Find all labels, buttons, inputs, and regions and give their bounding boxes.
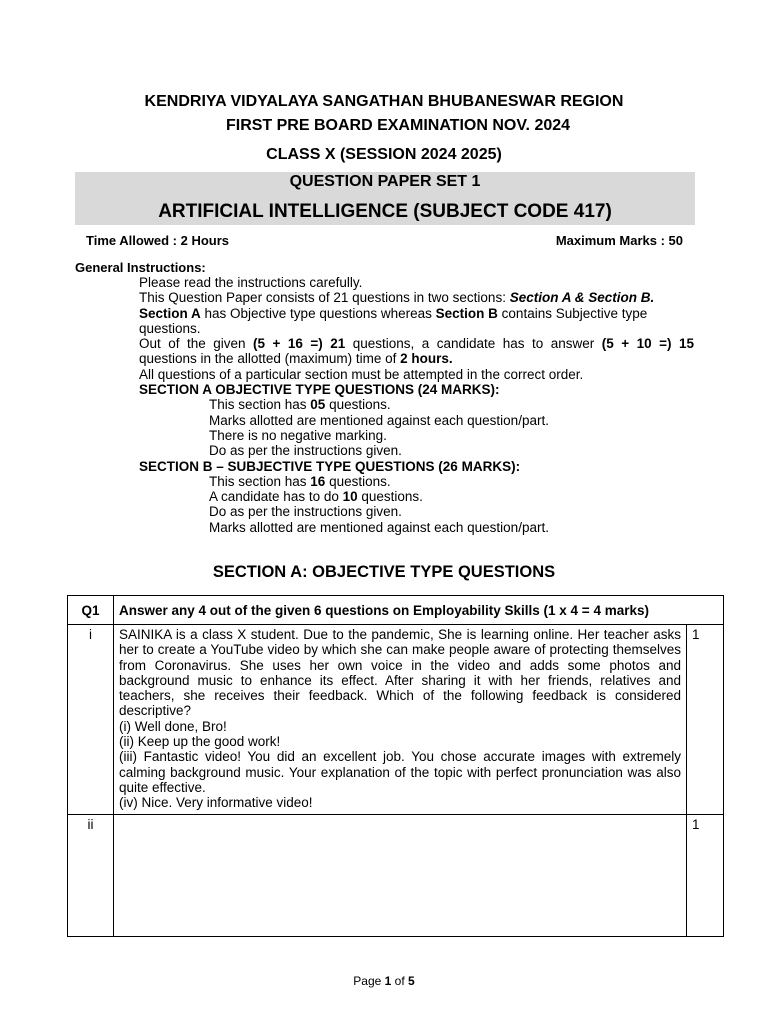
section-a-instructions-heading: SECTION A OBJECTIVE TYPE QUESTIONS (24 MARKS):: [139, 382, 500, 398]
option: (iv) Nice. Very informative video!: [118, 795, 313, 811]
instruction-line: Section A has Objective type questions whereas Section B contains Subjective type: [139, 305, 648, 321]
set-title: QUESTION PAPER SET 1: [289, 173, 481, 190]
maximum-marks: Maximum Marks : 50: [555, 233, 683, 248]
question-body: [113, 815, 686, 937]
instruction-line: questions in the allotted (maximum) time of 2 hours.: [139, 351, 453, 367]
table-row: [68, 625, 724, 815]
class-title: CLASS X (SESSION 2024 2025): [266, 146, 502, 163]
exam-title: FIRST PRE BOARD EXAMINATION NOV. 2024: [225, 117, 571, 134]
section-a-instructions: This section has 05 questions. Marks allotted are mentioned against each question/part. There is no negative marking. Do as per the instructions given.: [209, 397, 549, 459]
section-b-instructions: This section has 16 questions. A candidate has to do 10 questions. Do as per the instructions given. Marks allotted are mentioned against each question/part.: [209, 473, 549, 535]
instruction-line: Please read the instructions carefully.: [139, 275, 363, 290]
sub-question-number: i: [68, 625, 114, 815]
question-heading: Answer any 4 out of the given 6 questions on Employability Skills (1 x 4 = 4 marks): [113, 596, 723, 625]
section-a-title: SECTION A: OBJECTIVE TYPE QUESTIONS: [212, 563, 556, 581]
option: (ii) Keep up the good work!: [118, 734, 281, 750]
question-marks: 1: [687, 815, 724, 937]
table-row: [68, 815, 724, 937]
instructions-heading: General Instructions:: [75, 260, 206, 275]
subject-title: ARTIFICIAL INTELLIGENCE (SUBJECT CODE 417): [158, 201, 612, 222]
section-b-instructions-heading: SECTION B – SUBJECTIVE TYPE QUESTIONS (26 MARKS):: [139, 458, 521, 474]
question-table: [67, 595, 724, 937]
instruction-line: questions.: [139, 320, 201, 336]
question-body: [113, 625, 686, 815]
instruction-line: Out of the given (5 + 16 =) 21 questions, a candidate has to answer (5 + 10 =) 15: [139, 336, 694, 352]
table-row: [68, 596, 724, 625]
question-text: SAINIKA is a class X student. Due to the pandemic, She is learning online. Her teacher asks her to create a YouTube video by which she can make people aware of protecting themselves from Coronavirus. She uses her own voice in the video and adds some photos and background music to enhance its effect. After sharing it with her friends, relatives and teachers, she receives their feedback. Which of the following feedback is considered descriptive?: [118, 627, 682, 719]
instruction-line: This Question Paper consists of 21 questions in two sections: Section A & Section B.: [139, 290, 655, 306]
instructions-block: [139, 275, 694, 535]
sub-question-number: ii: [68, 815, 114, 937]
option: (iii) Fantastic video! You did an excellent job. You chose accurate images with extremely calming background music. Your explanation of the topic with perfect pronunciation was also quite effective.: [118, 749, 682, 795]
instruction-line: All questions of a particular section must be attempted in the correct order.: [139, 366, 584, 382]
time-allowed: Time Allowed : 2 Hours: [86, 233, 230, 248]
option: (i) Well done, Bro!: [118, 718, 227, 734]
question-marks: 1: [687, 625, 724, 815]
organization-title: KENDRIYA VIDYALAYA SANGATHAN BHUBANESWAR REGION: [144, 93, 624, 110]
page-footer: Page 1 of 5: [353, 974, 415, 988]
question-number: Q1: [68, 596, 114, 625]
